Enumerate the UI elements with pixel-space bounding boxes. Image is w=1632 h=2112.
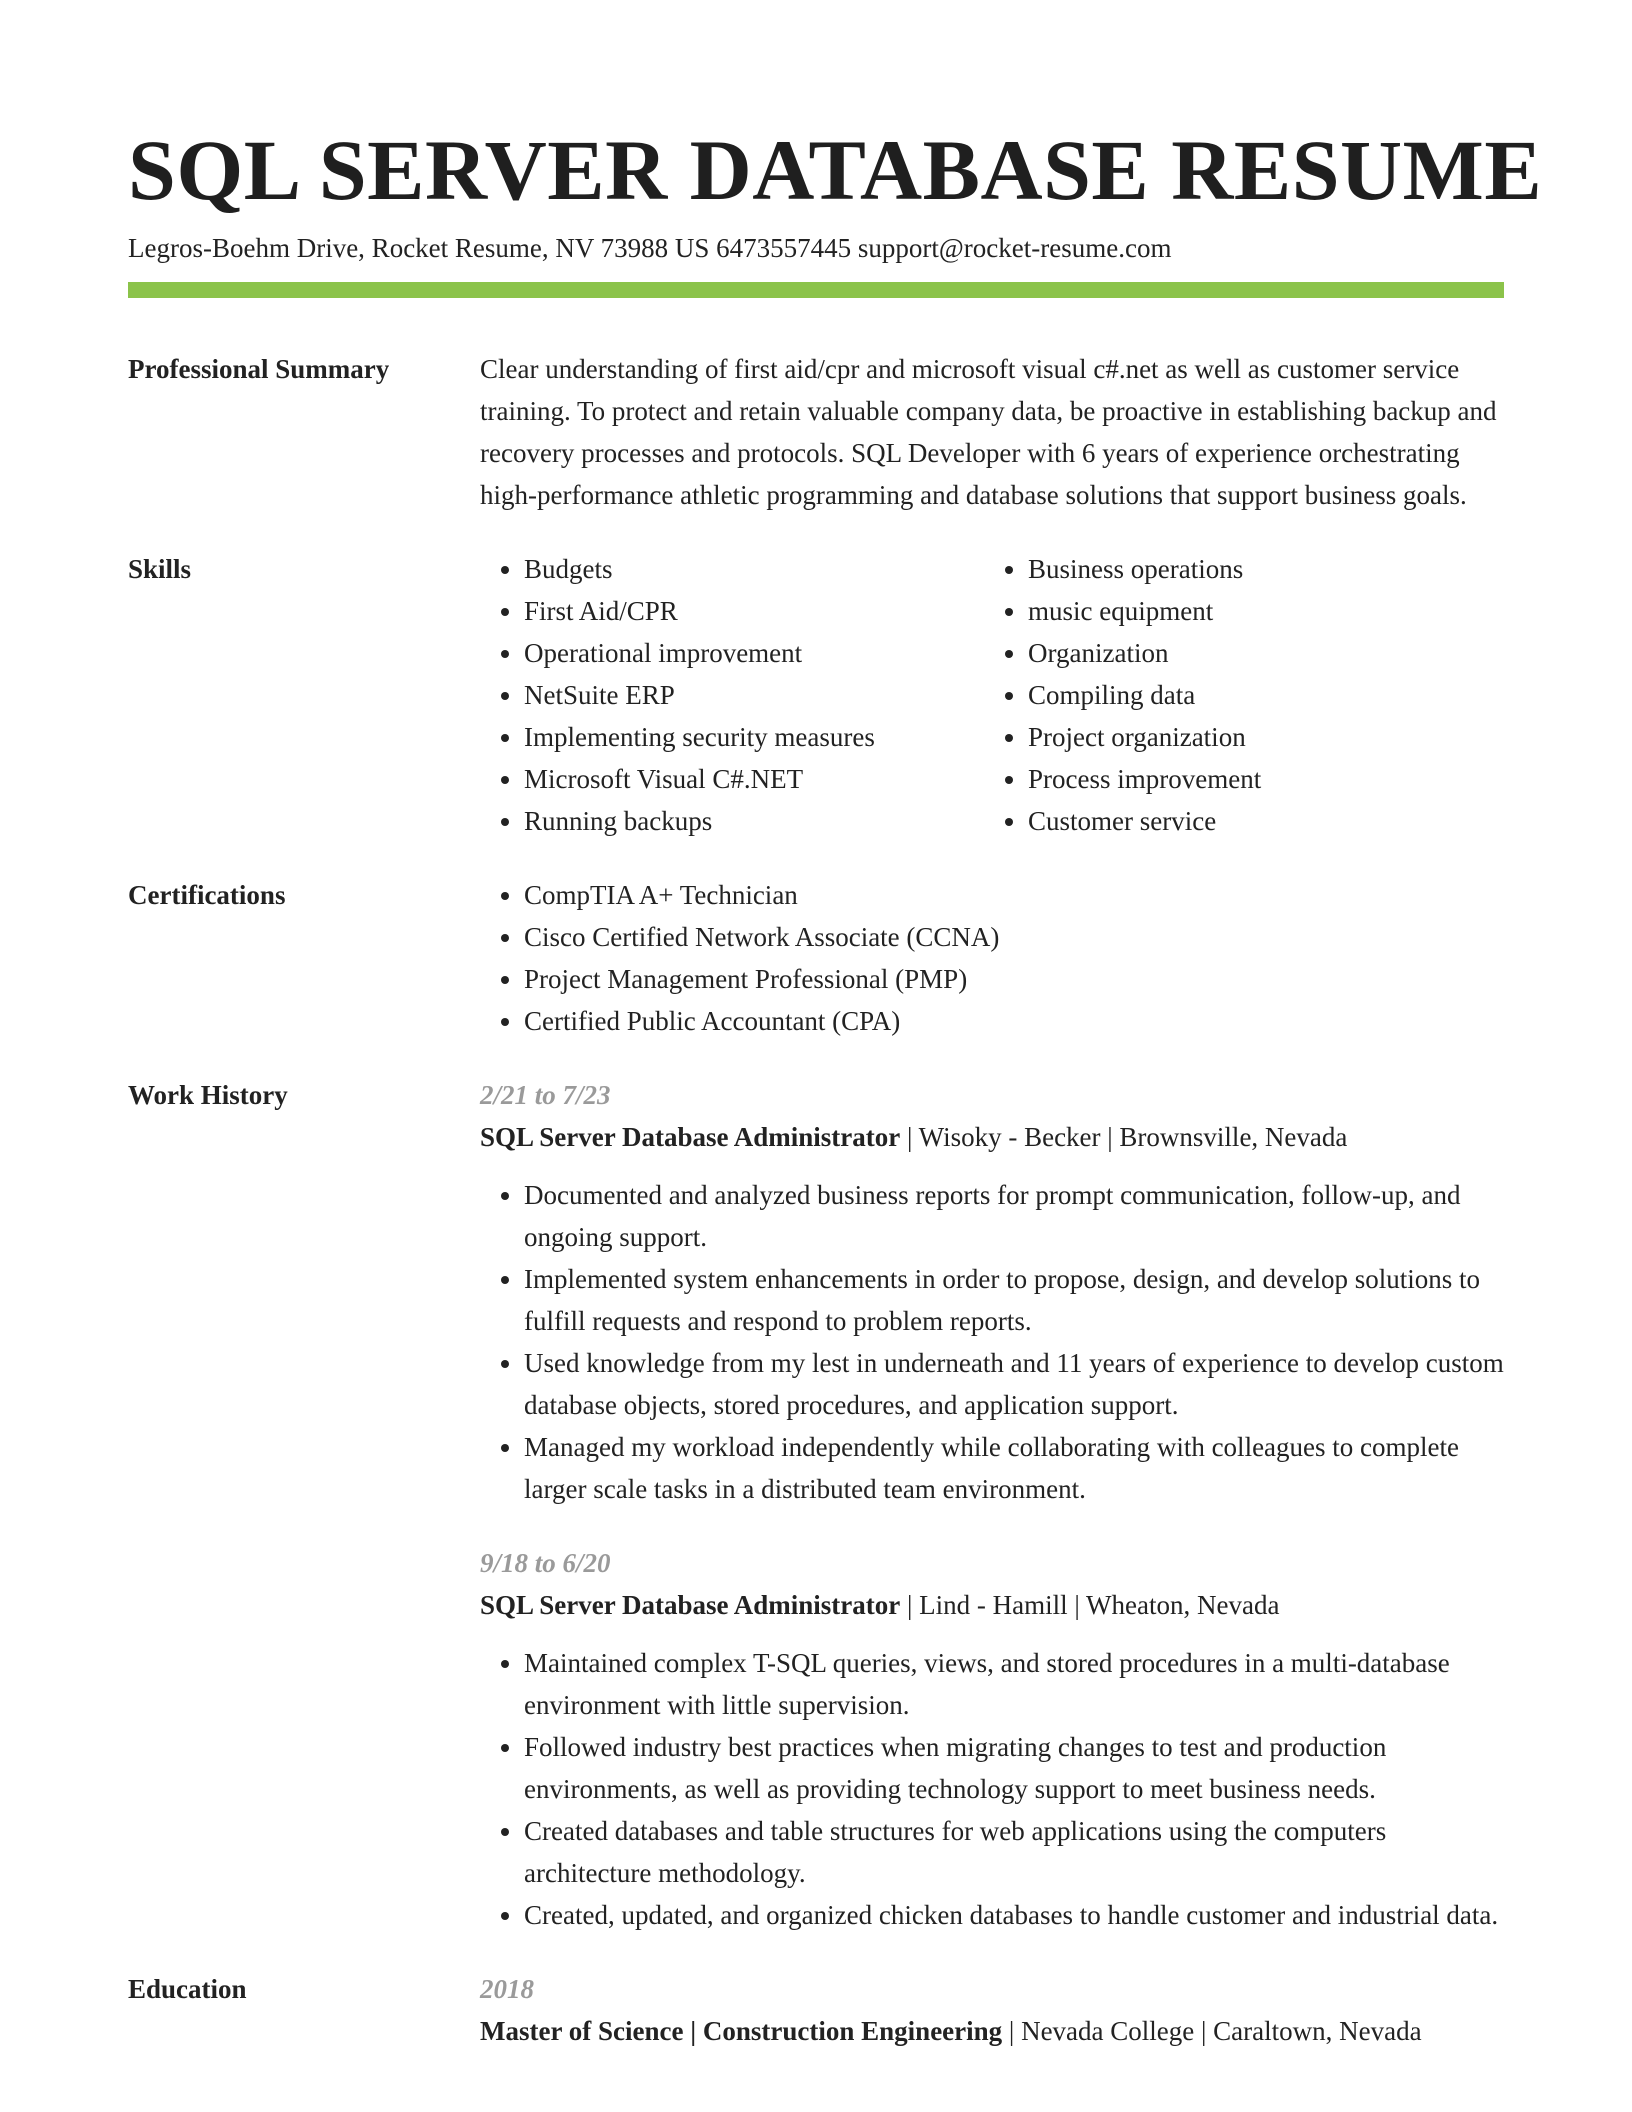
skill-item: • Implementing security measures — [524, 716, 984, 758]
degree-name: Master of Science — [480, 2016, 684, 2046]
skill-item: • Operational improvement — [524, 632, 984, 674]
skill-item: • Business operations — [1028, 548, 1488, 590]
skill-item: • Compiling data — [1028, 674, 1488, 716]
certifications-body — [480, 874, 1504, 1042]
work-history-section — [128, 1074, 1504, 1936]
education-year: 2018 — [480, 1974, 534, 2004]
skills-heading: Skills — [128, 554, 192, 584]
job-duty: • Documented and analyzed business reports for prompt communication, follow-up, and ongoing support. — [524, 1174, 1504, 1258]
skills-grid — [480, 548, 1504, 842]
job-duty: • Maintained complex T-SQL queries, views, and stored procedures in a multi-database environment with little supervision. — [524, 1642, 1504, 1726]
skill-item: • Running backups — [524, 800, 984, 842]
education-section — [128, 1968, 1504, 2052]
job-duty: • Used knowledge from my lest in underneath and 11 years of experience to develop custom database objects, stored procedures, and application support. — [524, 1342, 1504, 1426]
job-duties — [480, 1642, 1504, 1936]
certification-item: • Project Management Professional (PMP) — [524, 958, 1504, 1000]
skills-section — [128, 548, 1504, 842]
job-entry — [480, 1542, 1504, 1936]
job-employer-location: | Lind - Hamill | Wheaton, Nevada — [900, 1590, 1280, 1620]
school-location: | Nevada College | Caraltown, Nevada — [1002, 2016, 1422, 2046]
work-history-heading: Work History — [128, 1080, 288, 1110]
skills-column-left — [480, 548, 984, 842]
summary-heading: Professional Summary — [128, 354, 390, 384]
certifications-section — [128, 874, 1504, 1042]
skill-item: • Project organization — [1028, 716, 1488, 758]
job-duty: • Managed my workload independently while collaborating with colleagues to complete larger scale tasks in a distributed team environment. — [524, 1426, 1504, 1510]
skill-item: • First Aid/CPR — [524, 590, 984, 632]
skill-item: • Budgets — [524, 548, 984, 590]
education-body — [480, 1968, 1504, 2052]
job-title: SQL Server Database Administrator — [480, 1122, 901, 1152]
skill-item: • Microsoft Visual C#.NET — [524, 758, 984, 800]
job-duty: • Created databases and table structures for web applications using the computers architecture methodology. — [524, 1810, 1504, 1894]
contact-line: Legros-Boehm Drive, Rocket Resume, NV 73988 US 6473557445 support@rocket-resume.com — [128, 233, 1172, 263]
skill-item: • Process improvement — [1028, 758, 1488, 800]
job-dates: 9/18 to 6/20 — [480, 1548, 611, 1578]
certifications-heading: Certifications — [128, 880, 286, 910]
job-entry — [480, 1074, 1504, 1510]
job-employer-location: | Wisoky - Becker | Brownsville, Nevada — [900, 1122, 1348, 1152]
job-duty: • Created, updated, and organized chicken databases to handle customer and industrial data. — [524, 1894, 1504, 1936]
job-title: SQL Server Database Administrator — [480, 1590, 901, 1620]
job-heading — [480, 1116, 1504, 1158]
skills-column-right — [984, 548, 1488, 842]
skill-item: • NetSuite ERP — [524, 674, 984, 716]
education-heading: Education — [128, 1974, 247, 2004]
work-history-body — [480, 1074, 1504, 1936]
skill-item: • music equipment — [1028, 590, 1488, 632]
job-duty: • Implemented system enhancements in order to propose, design, and develop solutions to fulfill requests and respond to problem reports. — [524, 1258, 1504, 1342]
job-duty: • Followed industry best practices when migrating changes to test and production environments, as well as providing technology support to meet business needs. — [524, 1726, 1504, 1810]
summary-section — [128, 348, 1504, 516]
resume-page — [128, 120, 1543, 2052]
job-heading — [480, 1584, 1504, 1626]
certification-item: • CompTIA A+ Technician — [524, 874, 1504, 916]
education-degree-line: Master of Science | Construction Engineering | Nevada College | Caraltown, Nevada — [480, 2016, 1422, 2046]
certification-item: • Certified Public Accountant (CPA) — [524, 1000, 1504, 1042]
skill-item: • Organization — [1028, 632, 1488, 674]
certification-item: • Cisco Certified Network Associate (CCNA) — [524, 916, 1504, 958]
resume-title: SQL SERVER DATABASE RESUME — [128, 122, 1543, 218]
degree-field: Construction Engineering — [702, 2016, 1003, 2046]
job-duties — [480, 1174, 1504, 1510]
job-dates: 2/21 to 7/23 — [480, 1080, 611, 1110]
header-divider — [128, 282, 1504, 298]
summary-text: Clear understanding of first aid/cpr and microsoft visual c#.net as well as customer service training. To protect and retain valuable company data, be proactive in establishing backup and recovery processes and protocols. SQL Developer with 6 years of experience orchestrating high-performance athletic programming and database solutions that support business goals. — [480, 354, 1497, 510]
skill-item: • Customer service — [1028, 800, 1488, 842]
